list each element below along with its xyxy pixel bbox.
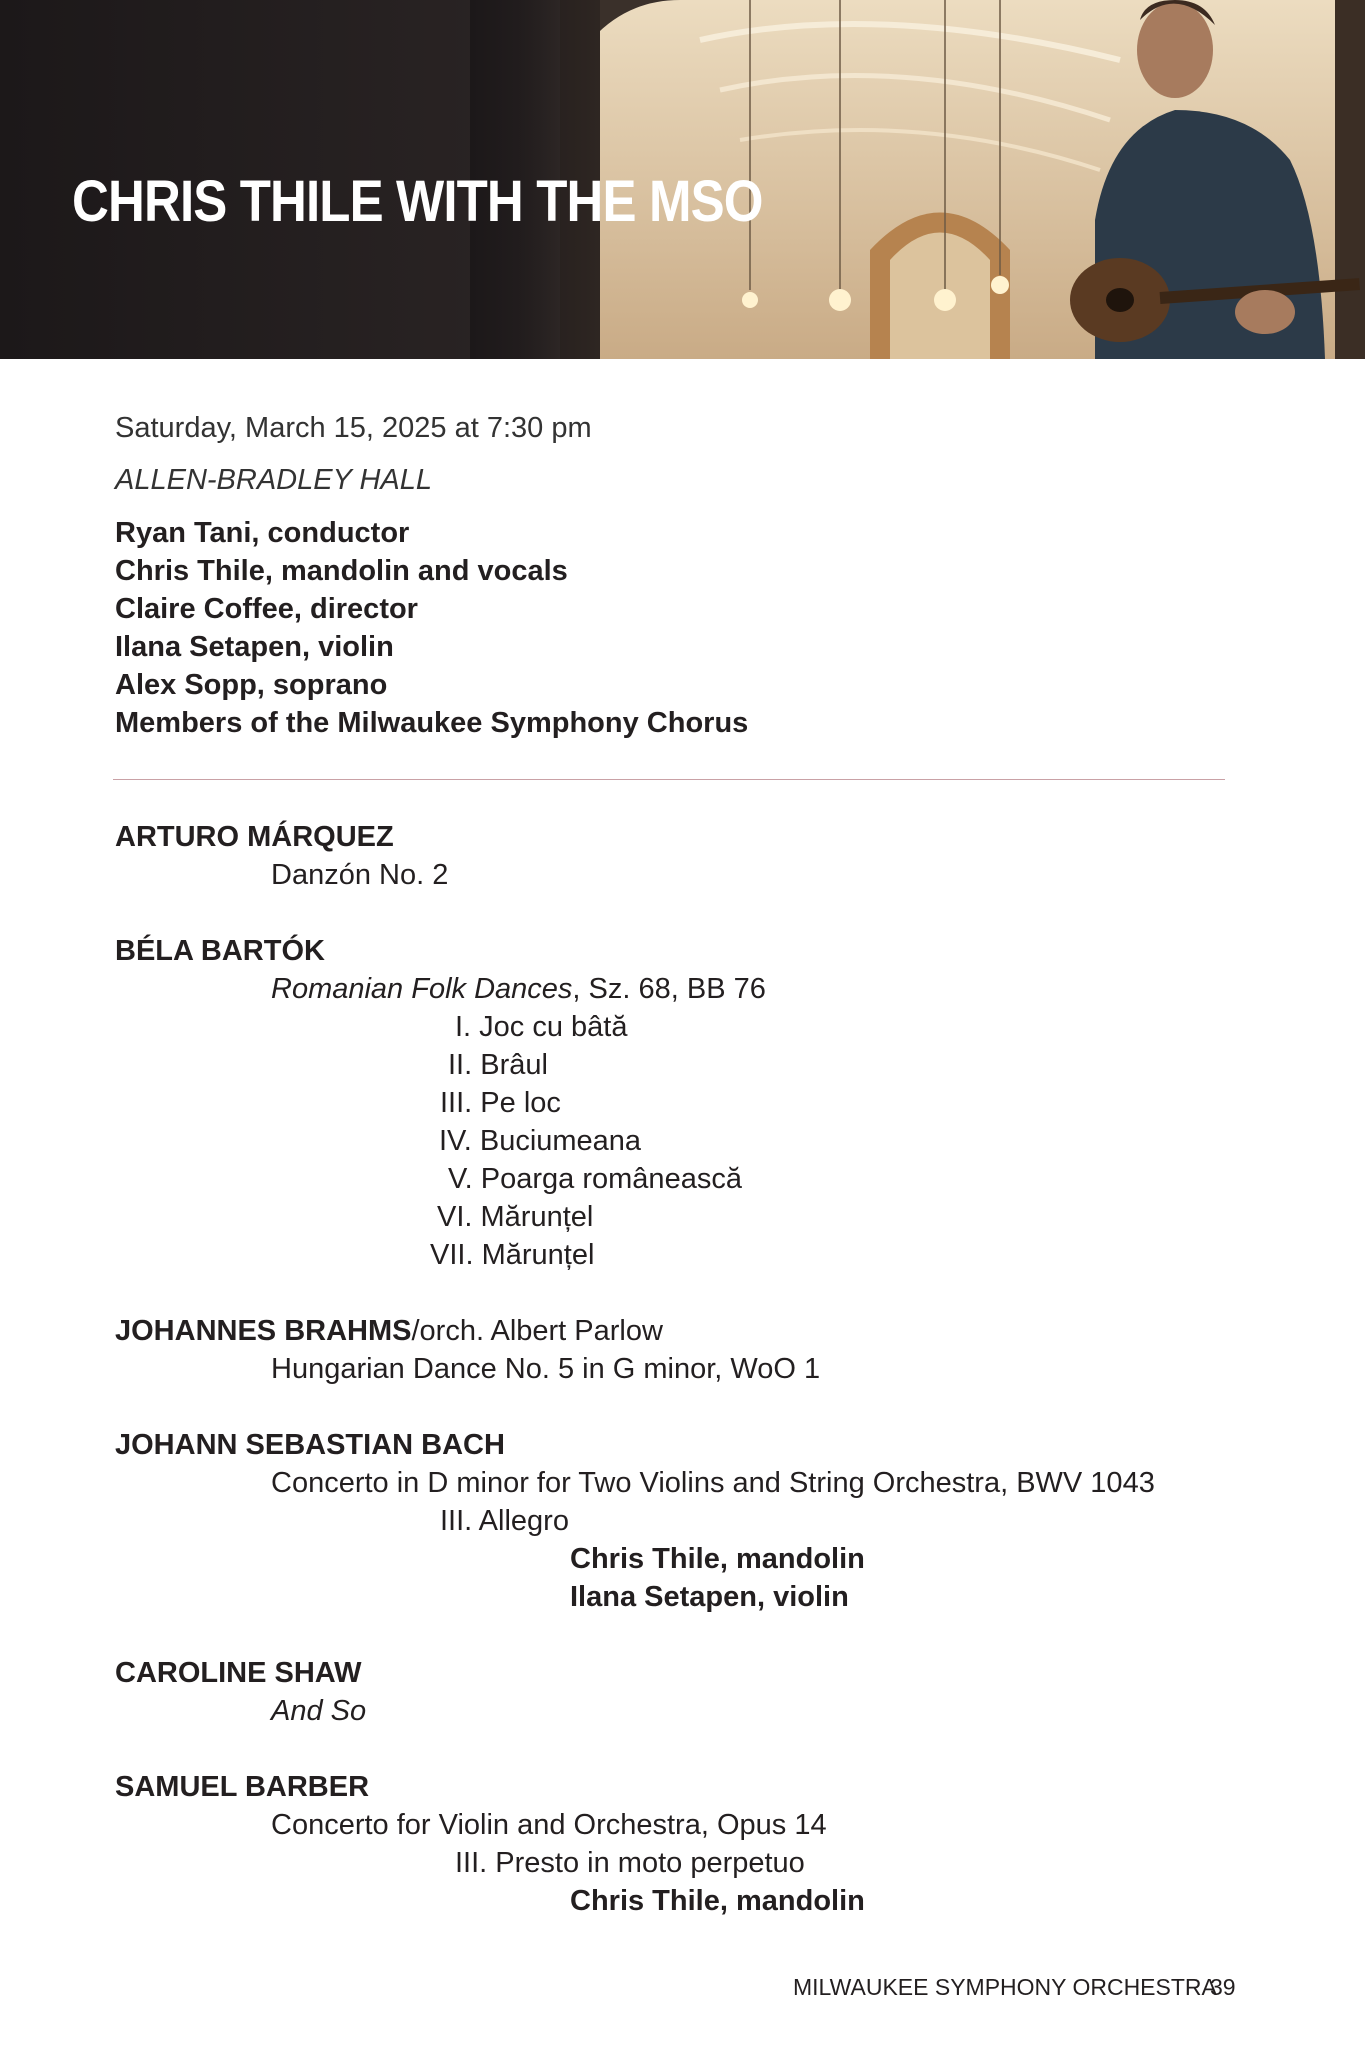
movement-line: III. Pe loc bbox=[440, 1087, 561, 1119]
movement-line: III. Allegro bbox=[440, 1505, 569, 1537]
movement-line: VI. Mărunțel bbox=[437, 1201, 594, 1233]
performer-line: Ryan Tani, conductor bbox=[115, 517, 410, 549]
work-barber: Concerto for Violin and Orchestra, Opus 14 bbox=[271, 1809, 827, 1841]
movement-line: IV. Buciumeana bbox=[439, 1125, 642, 1157]
page-title: CHRIS THILE WITH THE MSO bbox=[72, 169, 763, 234]
footer-org: MILWAUKEE SYMPHONY ORCHESTRA bbox=[793, 1974, 1217, 2000]
soloist-line: Chris Thile, mandolin bbox=[570, 1885, 865, 1917]
performer-line: Alex Sopp, soprano bbox=[115, 669, 388, 701]
performer-line: Ilana Setapen, violin bbox=[115, 631, 394, 663]
page-number: 39 bbox=[1210, 1974, 1236, 2000]
composer-marquez: ARTURO MÁRQUEZ bbox=[115, 821, 394, 853]
work-marquez: Danzón No. 2 bbox=[271, 859, 449, 891]
composer-brahms-line bbox=[115, 1313, 663, 1349]
soloist-line: Chris Thile, mandolin bbox=[570, 1543, 865, 1575]
brahms-arranger: /orch. Albert Parlow bbox=[411, 1315, 663, 1347]
movement-line: I. Joc cu bâtă bbox=[455, 1011, 628, 1043]
event-venue: ALLEN-BRADLEY HALL bbox=[115, 464, 433, 496]
movement-line: VII. Mărunțel bbox=[430, 1239, 595, 1271]
movement-line: V. Poarga românească bbox=[448, 1163, 742, 1195]
event-datetime: Saturday, March 15, 2025 at 7:30 pm bbox=[115, 412, 592, 444]
soloist-line: Ilana Setapen, violin bbox=[570, 1581, 849, 1613]
composer-brahms: JOHANNES BRAHMS bbox=[115, 1315, 412, 1347]
work-bach: Concerto in D minor for Two Violins and String Orchestra, BWV 1043 bbox=[271, 1467, 1155, 1499]
performer-line: Chris Thile, mandolin and vocals bbox=[115, 555, 568, 587]
work-shaw: And So bbox=[271, 1695, 367, 1727]
work-bartok-title: Romanian Folk Dances bbox=[271, 973, 573, 1005]
work-bartok bbox=[271, 971, 766, 1007]
movement-line: II. Brâul bbox=[448, 1049, 548, 1081]
section-divider bbox=[113, 779, 1225, 780]
composer-shaw: CAROLINE SHAW bbox=[115, 1657, 362, 1689]
composer-bach: JOHANN SEBASTIAN BACH bbox=[115, 1429, 505, 1461]
performer-line: Claire Coffee, director bbox=[115, 593, 418, 625]
movement-line: III. Presto in moto perpetuo bbox=[455, 1847, 805, 1879]
composer-barber: SAMUEL BARBER bbox=[115, 1771, 370, 1803]
work-bartok-catalog: , Sz. 68, BB 76 bbox=[572, 973, 766, 1005]
header-banner bbox=[0, 0, 1365, 359]
performer-line: Members of the Milwaukee Symphony Chorus bbox=[115, 707, 749, 739]
composer-bartok: BÉLA BARTÓK bbox=[115, 935, 325, 967]
work-brahms: Hungarian Dance No. 5 in G minor, WoO 1 bbox=[271, 1353, 821, 1385]
